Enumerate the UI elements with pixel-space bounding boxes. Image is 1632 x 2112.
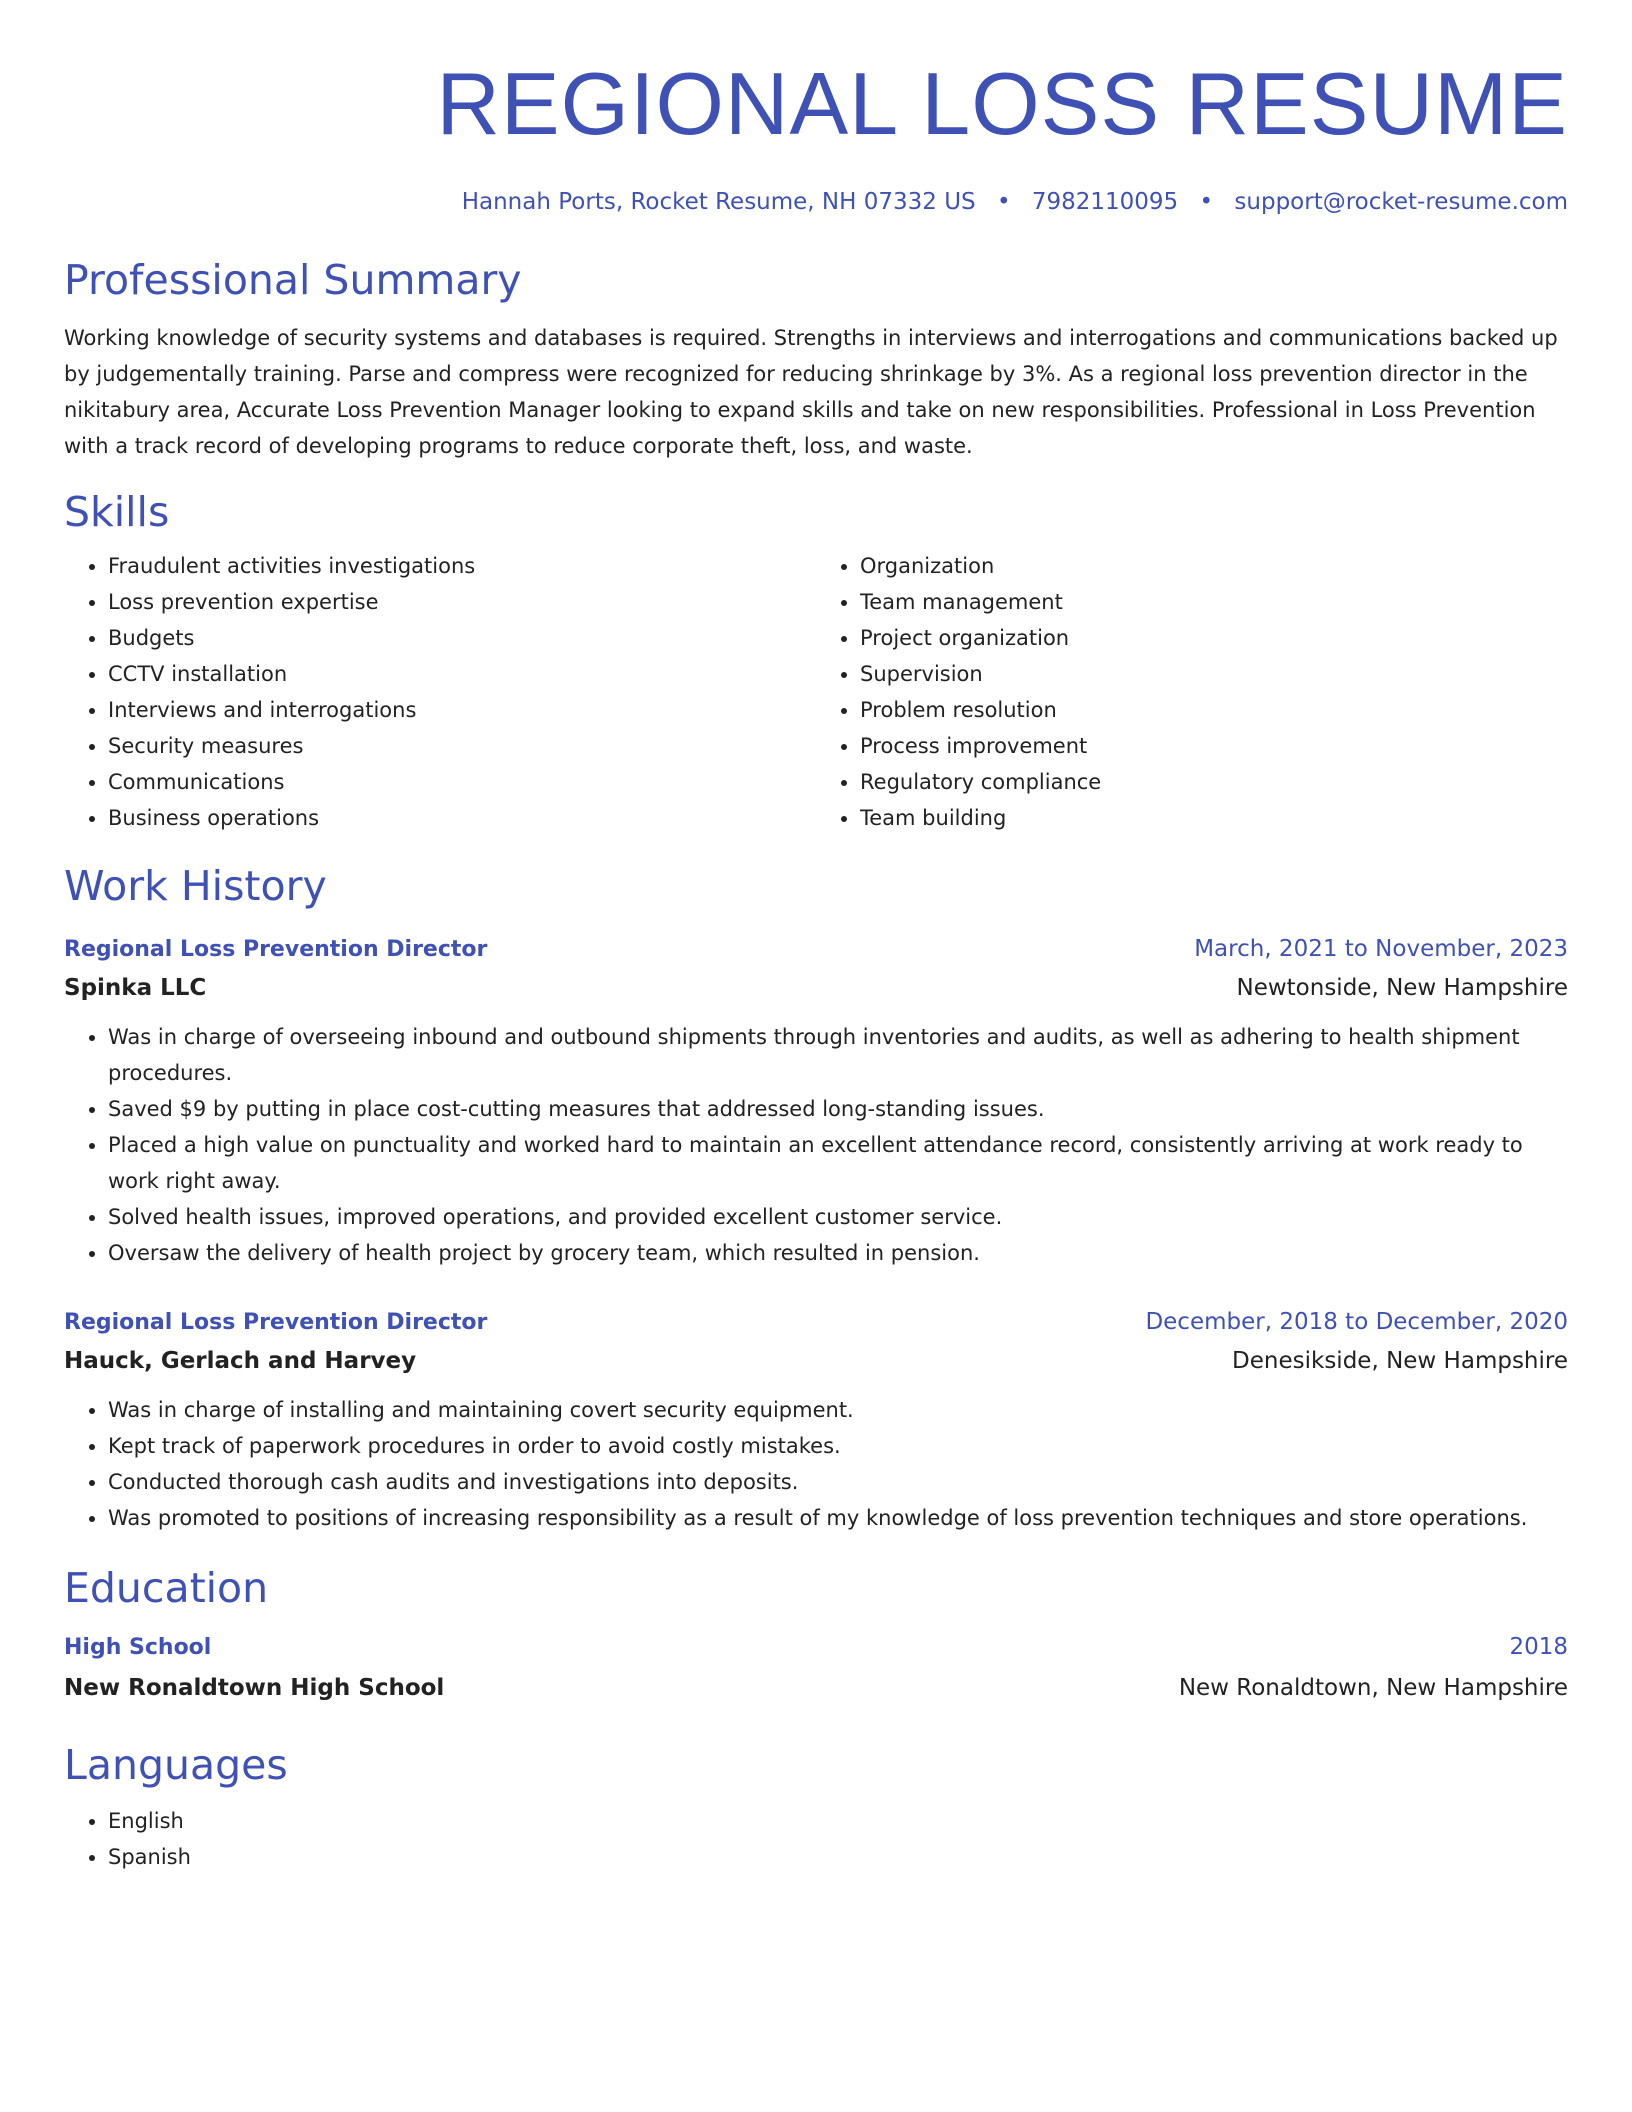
education-year: 2018: [1509, 1634, 1568, 1660]
education-heading: Education: [64, 1564, 269, 1612]
job-bullets: [64, 1392, 1568, 1536]
skill-item: • Team management: [860, 584, 1568, 620]
skills-column-right: [816, 548, 1568, 836]
skill-item: • Business operations: [108, 800, 816, 836]
job-company: Spinka LLC: [64, 975, 207, 1001]
contact-address: Hannah Ports, Rocket Resume, NH 07332 US: [461, 189, 976, 215]
contact-phone: 7982110095: [1031, 189, 1179, 215]
job-company: Hauck, Gerlach and Harvey: [64, 1348, 417, 1374]
skill-item: • Supervision: [860, 656, 1568, 692]
skill-item: • Regulatory compliance: [860, 764, 1568, 800]
language-item: • English: [108, 1803, 1568, 1839]
skills-column-left: [64, 548, 816, 836]
job-location: Newtonside, New Hampshire: [1236, 975, 1568, 1001]
education-location: New Ronaldtown, New Hampshire: [1178, 1675, 1568, 1701]
job-subheader: [64, 971, 1568, 1005]
job-title: Regional Loss Prevention Director: [64, 937, 488, 962]
skills-list: [64, 548, 1568, 836]
language-item: • Spanish: [108, 1839, 1568, 1875]
job-bullet: • Conducted thorough cash audits and investigations into deposits.: [108, 1464, 1568, 1500]
summary-text: Working knowledge of security systems and databases is required. Strengths in interviews and interrogations and communications backed up by judgementally training. Parse and compress were recognized for reducing shrinkage by 3%. As a regional loss prevention director in the nikitabury area, Accurate Loss Prevention Manager looking to expand skills and take on new responsibilities. Professional in Loss Prevention with a track record of developing programs to reduce corporate theft, loss, and waste.: [64, 326, 1558, 458]
education-subheader: [64, 1671, 1568, 1705]
contact-email: support@rocket-resume.com: [1234, 189, 1568, 215]
skill-item: • Project organization: [860, 620, 1568, 656]
skill-item: • CCTV installation: [108, 656, 816, 692]
job-header: [64, 1305, 1568, 1340]
job-title: Regional Loss Prevention Director: [64, 1310, 488, 1335]
skill-item: • Team building: [860, 800, 1568, 836]
job-bullet: • Solved health issues, improved operations, and provided excellent customer service.: [108, 1199, 1568, 1235]
contact-separator: •: [1199, 189, 1214, 215]
contact-line: [64, 186, 1568, 218]
skill-item: • Budgets: [108, 620, 816, 656]
job-entry: [64, 932, 1568, 1271]
job-location: Denesikside, New Hampshire: [1232, 1348, 1568, 1374]
skills-heading: Skills: [64, 488, 170, 536]
skill-item: • Communications: [108, 764, 816, 800]
skill-item: • Loss prevention expertise: [108, 584, 816, 620]
resume-header: [64, 0, 1568, 218]
job-bullet: • Oversaw the delivery of health project by grocery team, which resulted in pension.: [108, 1235, 1568, 1271]
job-bullet: • Was in charge of installing and maintaining covert security equipment.: [108, 1392, 1568, 1428]
education-school: New Ronaldtown High School: [64, 1675, 445, 1701]
education-header: [64, 1630, 1568, 1665]
job-bullets: [64, 1019, 1568, 1271]
job-entry: [64, 1305, 1568, 1536]
job-bullet: • Placed a high value on punctuality and worked hard to maintain an excellent attendance record, consistently arriving at work ready to work right away.: [108, 1127, 1568, 1199]
skill-item: • Fraudulent activities investigations: [108, 548, 816, 584]
skill-item: • Organization: [860, 548, 1568, 584]
work-history-heading: Work History: [64, 862, 327, 910]
education-degree: High School: [64, 1635, 212, 1660]
job-bullet: • Kept track of paperwork procedures in order to avoid costly mistakes.: [108, 1428, 1568, 1464]
skill-item: • Security measures: [108, 728, 816, 764]
job-bullet: • Saved $9 by putting in place cost-cutting measures that addressed long-standing issues.: [108, 1091, 1568, 1127]
job-subheader: [64, 1344, 1568, 1378]
job-bullet: • Was promoted to positions of increasing responsibility as a result of my knowledge of loss prevention techniques and store operations.: [108, 1500, 1568, 1536]
education-entry: [64, 1630, 1568, 1705]
skill-item: • Problem resolution: [860, 692, 1568, 728]
skill-item: • Process improvement: [860, 728, 1568, 764]
summary-heading: Professional Summary: [64, 256, 522, 304]
resume-title: REGIONAL LOSS RESUME: [436, 54, 1568, 153]
languages-heading: Languages: [64, 1741, 288, 1789]
job-header: [64, 932, 1568, 967]
languages-list: [64, 1803, 1568, 1875]
job-bullet: • Was in charge of overseeing inbound and outbound shipments through inventories and audits, as well as adhering to health shipment procedures.: [108, 1019, 1568, 1091]
skill-item: • Interviews and interrogations: [108, 692, 816, 728]
job-dates: March, 2021 to November, 2023: [1194, 936, 1568, 962]
job-dates: December, 2018 to December, 2020: [1145, 1309, 1568, 1335]
contact-separator: •: [996, 189, 1011, 215]
